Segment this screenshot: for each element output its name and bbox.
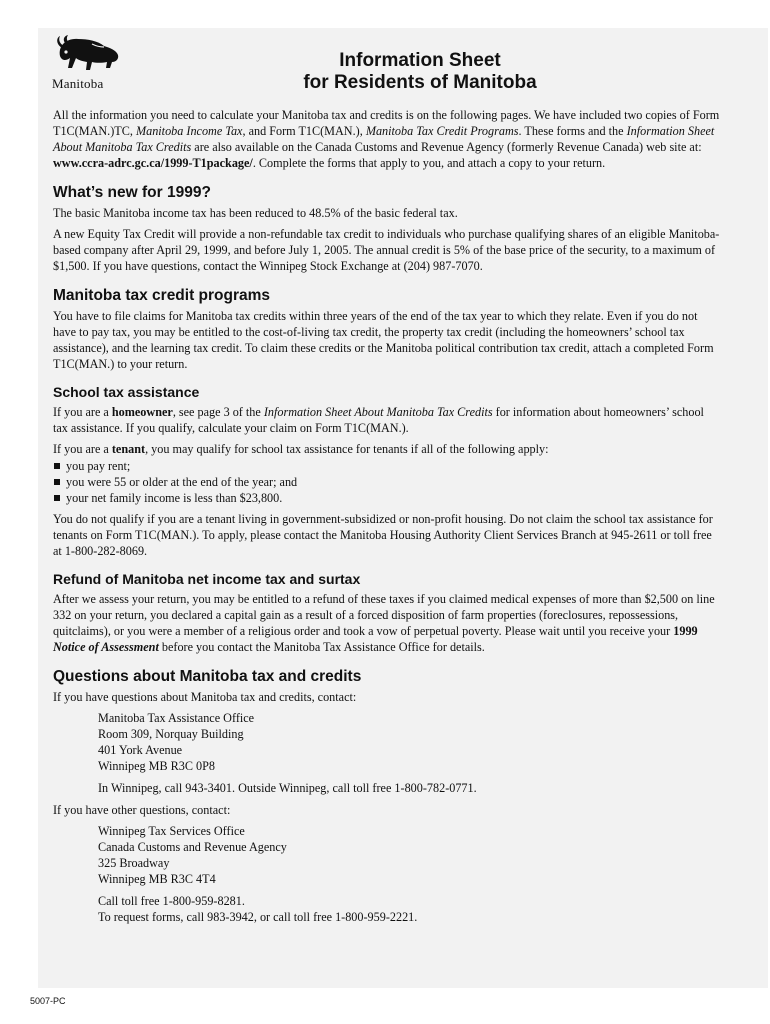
whats-new-paragraph-1: The basic Manitoba income tax has been reduced to 48.5% of the basic federal tax. bbox=[53, 206, 458, 220]
intro-text: All the information you need to calculate your Manitoba tax and credits is on the following pages. We have included two copies of Form T1C(MAN.)TC, bbox=[53, 108, 720, 138]
address-line: Room 309, Norquay Building bbox=[98, 727, 244, 741]
web-site-link[interactable]: www.ccra-adrc.gc.ca/1999-T1package/ bbox=[53, 156, 253, 170]
text: before you contact the Manitoba Tax Assistance Office for details. bbox=[158, 640, 485, 654]
list-item: you were 55 or older at the end of the year; and bbox=[53, 474, 721, 490]
list-item: your net family income is less than $23,800. bbox=[53, 490, 721, 506]
address-line: Canada Customs and Revenue Agency bbox=[98, 840, 287, 854]
phone-line: To request forms, call 983-3942, or call toll free 1-800-959-2221. bbox=[98, 910, 418, 924]
tax-credit-paragraph: You have to file claims for Manitoba tax credits within three years of the end of the tax year to which they relate. Even if you do not have to pay tax, you may be entitled to the cost-of-living tax credit, the property tax credit (including the homeowners’ school tax assistance), and the learning tax credit. To claim these credits or the Manitoba political contribution tax credit, attach a completed Form T1C(MAN.) to your return. bbox=[53, 309, 714, 371]
tenant-not-qualify-paragraph: You do not qualify if you are a tenant living in government-subsidized or non-profit housing. Do not claim the school tax assistance for tenants on Form T1C(MAN.). To apply, please contact the Manitoba Housing Authority Client Services Branch at 945-2611 or toll free at 1-800-282-8069. bbox=[53, 512, 713, 558]
text: , see page 3 of the bbox=[172, 405, 264, 419]
notice-year: 1999 bbox=[673, 624, 698, 638]
tenant-term: tenant bbox=[111, 442, 146, 456]
list-item: you pay rent; bbox=[53, 458, 721, 474]
address-block-tax-assistance bbox=[98, 710, 721, 796]
info-sheet-title: Information Sheet About Manitoba Tax Credits bbox=[263, 405, 493, 419]
homeowner-term: homeowner bbox=[111, 405, 173, 419]
tenant-conditions-list bbox=[53, 458, 721, 506]
bison-icon bbox=[52, 34, 122, 78]
address-line: 401 York Avenue bbox=[98, 743, 183, 757]
text: After we assess your return, you may be entitled to a refund of these taxes if you claimed medical expenses of more than $2,500 on line 332 on your return, you declared a capital gain as a result of a forced disposition of farm properties (foreclosures, repossessions, quitclaims), or you were a member of a religious order and took a vow of perpetual poverty. Please wait until you receive your bbox=[53, 592, 715, 638]
address-line: Winnipeg MB R3C 4T4 bbox=[98, 872, 216, 886]
tenant-paragraph bbox=[53, 441, 721, 457]
text: If you are a bbox=[53, 405, 112, 419]
address-line: 325 Broadway bbox=[98, 856, 170, 870]
title-line-1: Information Sheet bbox=[339, 50, 501, 71]
form-code: 5007-PC bbox=[30, 996, 66, 1006]
phone-line: Call toll free 1-800-959-8281. bbox=[98, 894, 245, 908]
phone-line: In Winnipeg, call 943-3401. Outside Winnipeg, call toll free 1-800-782-0771. bbox=[98, 781, 477, 795]
manitoba-logo bbox=[52, 34, 124, 92]
intro-text: . These forms and the bbox=[518, 124, 627, 138]
whats-new-paragraph-2: A new Equity Tax Credit will provide a non-refundable tax credit to individuals who purchase qualifying shares of an eligible Manitoba-based company after April 29, 1999, and before July 1, 2005. The annual credit is 5% of the base price of the security, to a maximum of $1,500. If you have questions, contact the Winnipeg Stock Exchange at (204) 987-7070. bbox=[53, 227, 720, 273]
questions-intro-2: If you have other questions, contact: bbox=[53, 803, 231, 817]
section-heading-school-tax: School tax assistance bbox=[53, 384, 200, 400]
logo-wordmark: Manitoba bbox=[52, 76, 104, 91]
form-title-income-tax: Manitoba Income Tax bbox=[135, 124, 243, 138]
intro-paragraph bbox=[53, 107, 721, 171]
title-line-2: for Residents of Manitoba bbox=[303, 72, 537, 93]
page-title bbox=[150, 50, 690, 94]
address-line: Manitoba Tax Assistance Office bbox=[98, 711, 255, 725]
address-block-tax-services bbox=[98, 823, 721, 925]
notice-of-assessment: Notice of Assessment bbox=[53, 640, 159, 654]
section-heading-tax-credit-programs: Manitoba tax credit programs bbox=[53, 287, 271, 304]
questions-intro-1: If you have questions about Manitoba tax and credits, contact: bbox=[53, 690, 357, 704]
section-heading-refund: Refund of Manitoba net income tax and surtax bbox=[53, 571, 361, 587]
form-title-tax-credit-programs: Manitoba Tax Credit Programs bbox=[365, 124, 519, 138]
intro-text: . Complete the forms that apply to you, and attach a copy to your return. bbox=[252, 156, 606, 170]
address-line: Winnipeg Tax Services Office bbox=[98, 824, 245, 838]
address-line: Winnipeg MB R3C 0P8 bbox=[98, 759, 215, 773]
text: If you are a bbox=[53, 442, 112, 456]
main-content bbox=[53, 107, 721, 931]
intro-text: , and Form T1C(MAN.), bbox=[242, 124, 366, 138]
section-heading-whats-new: What’s new for 1999? bbox=[53, 184, 211, 201]
text: , you may qualify for school tax assistance for tenants if all of the following apply: bbox=[145, 442, 549, 456]
homeowner-paragraph bbox=[53, 404, 721, 436]
text: for information about homeowners’ school tax assistance. If you qualify, calculate your claim on Form T1C(MAN.). bbox=[53, 405, 704, 435]
refund-paragraph bbox=[53, 591, 721, 655]
intro-text: are also available on the Canada Customs and Revenue Agency (formerly Revenue Canada) web site at: bbox=[191, 140, 702, 154]
info-sheet-title: Information Sheet About Manitoba Tax Credits bbox=[53, 124, 715, 154]
section-heading-questions: Questions about Manitoba tax and credits bbox=[53, 668, 362, 685]
